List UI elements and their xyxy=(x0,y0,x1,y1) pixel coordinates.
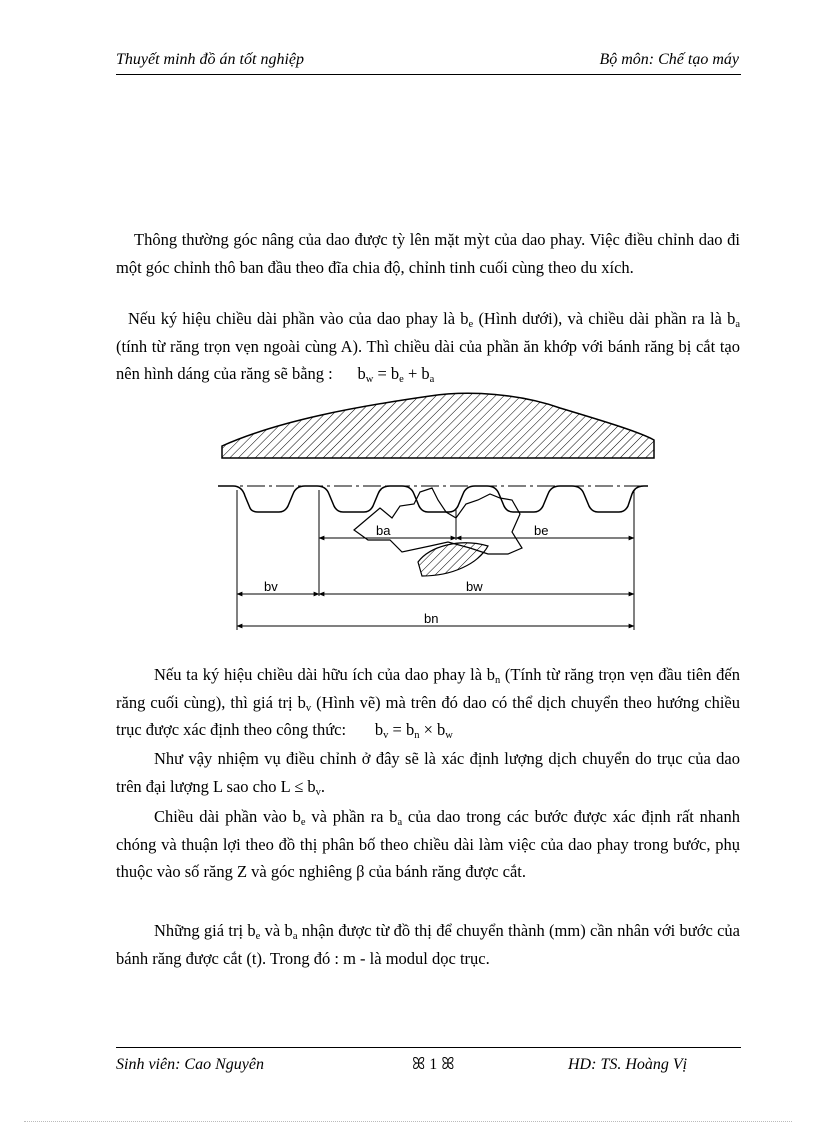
formula-bw: $b_w = b_e + b_a$ xyxy=(357,364,435,385)
paragraph-1: Thông thường góc nâng của dao được tỳ lên mặt mỳt của dao phay. Việc điều chỉnh dao đi một góc chỉnh thô ban đầu theo đĩa chia độ, chỉnh tinh cuối cùng theo du xích. xyxy=(116,230,740,277)
page-footer xyxy=(116,1047,741,1074)
header-department: Bộ môn: Chế tạo máy xyxy=(599,51,739,68)
label-bn: bn xyxy=(424,611,439,626)
cutter-outline xyxy=(354,488,522,554)
label-be: be xyxy=(534,523,549,538)
footer-advisor: HD: TS. Hoàng Vị xyxy=(568,1056,688,1073)
paragraph-2: Nếu ký hiệu chiều dài phần vào của dao phay là $b_e$ (Hình dưới), và chiều dài phần ra là $b_a$ (tính từ răng trọn vẹn ngoài cùng A). Thì chiều dài của phần ăn khớp với bánh răng bị cắt tạo nên hình dáng của răng sẽ bằng : $b_w = b_e + b_a$ xyxy=(116,309,740,385)
header-title: Thuyết minh đồ án tốt nghiệp xyxy=(116,51,304,68)
hob-body xyxy=(222,393,654,458)
paragraph-5: Chiều dài phần vào $b_e$ và phần ra $b_a$ của dao trong các bước được xác định rất nhanh chóng và thuận lợi theo đồ thị phân bố theo chiều dài làm việc của dao phay trong bước, phụ thuộc vào số răng Z và góc nghiêng β của bánh răng được cắt. xyxy=(116,807,741,881)
page-number: ꕤ 1 ꕤ xyxy=(412,1056,455,1073)
paragraph-4: Như vậy nhiệm vụ điều chỉnh ở đây sẽ là xác định lượng dịch chuyển do trục của dao trên đại lượng L sao cho $L \le b_v$. xyxy=(116,749,740,798)
label-ba: ba xyxy=(376,523,391,538)
paragraph-6: Những giá trị $b_e$ và $b_a$ nhận được từ đồ thị để chuyển thành (mm) cần nhân với bước của bánh răng được cắt (t). Trong đó : m - là modul dọc trục. xyxy=(116,921,740,968)
workpiece-section xyxy=(418,543,488,576)
label-bv: bv xyxy=(264,579,278,594)
paragraph-3: Nếu ta ký hiệu chiều dài hữu ích của dao phay là $b_n$ (Tính từ răng trọn vẹn đầu tiên đến răng cuối cùng), thì giá trị $b_v$ (Hình vẽ) mà trên đó dao có thể dịch chuyển theo hướng chiều trục được xác định theo công thức: $b_v = b_n \times b_w$ xyxy=(116,665,740,741)
footer-student: Sinh viên: Cao Nguyên xyxy=(116,1056,264,1073)
page-bottom-border xyxy=(24,1121,792,1122)
formula-bv: $b_v = b_n \times b_w$ xyxy=(374,720,453,741)
label-bw: bw xyxy=(466,579,483,594)
